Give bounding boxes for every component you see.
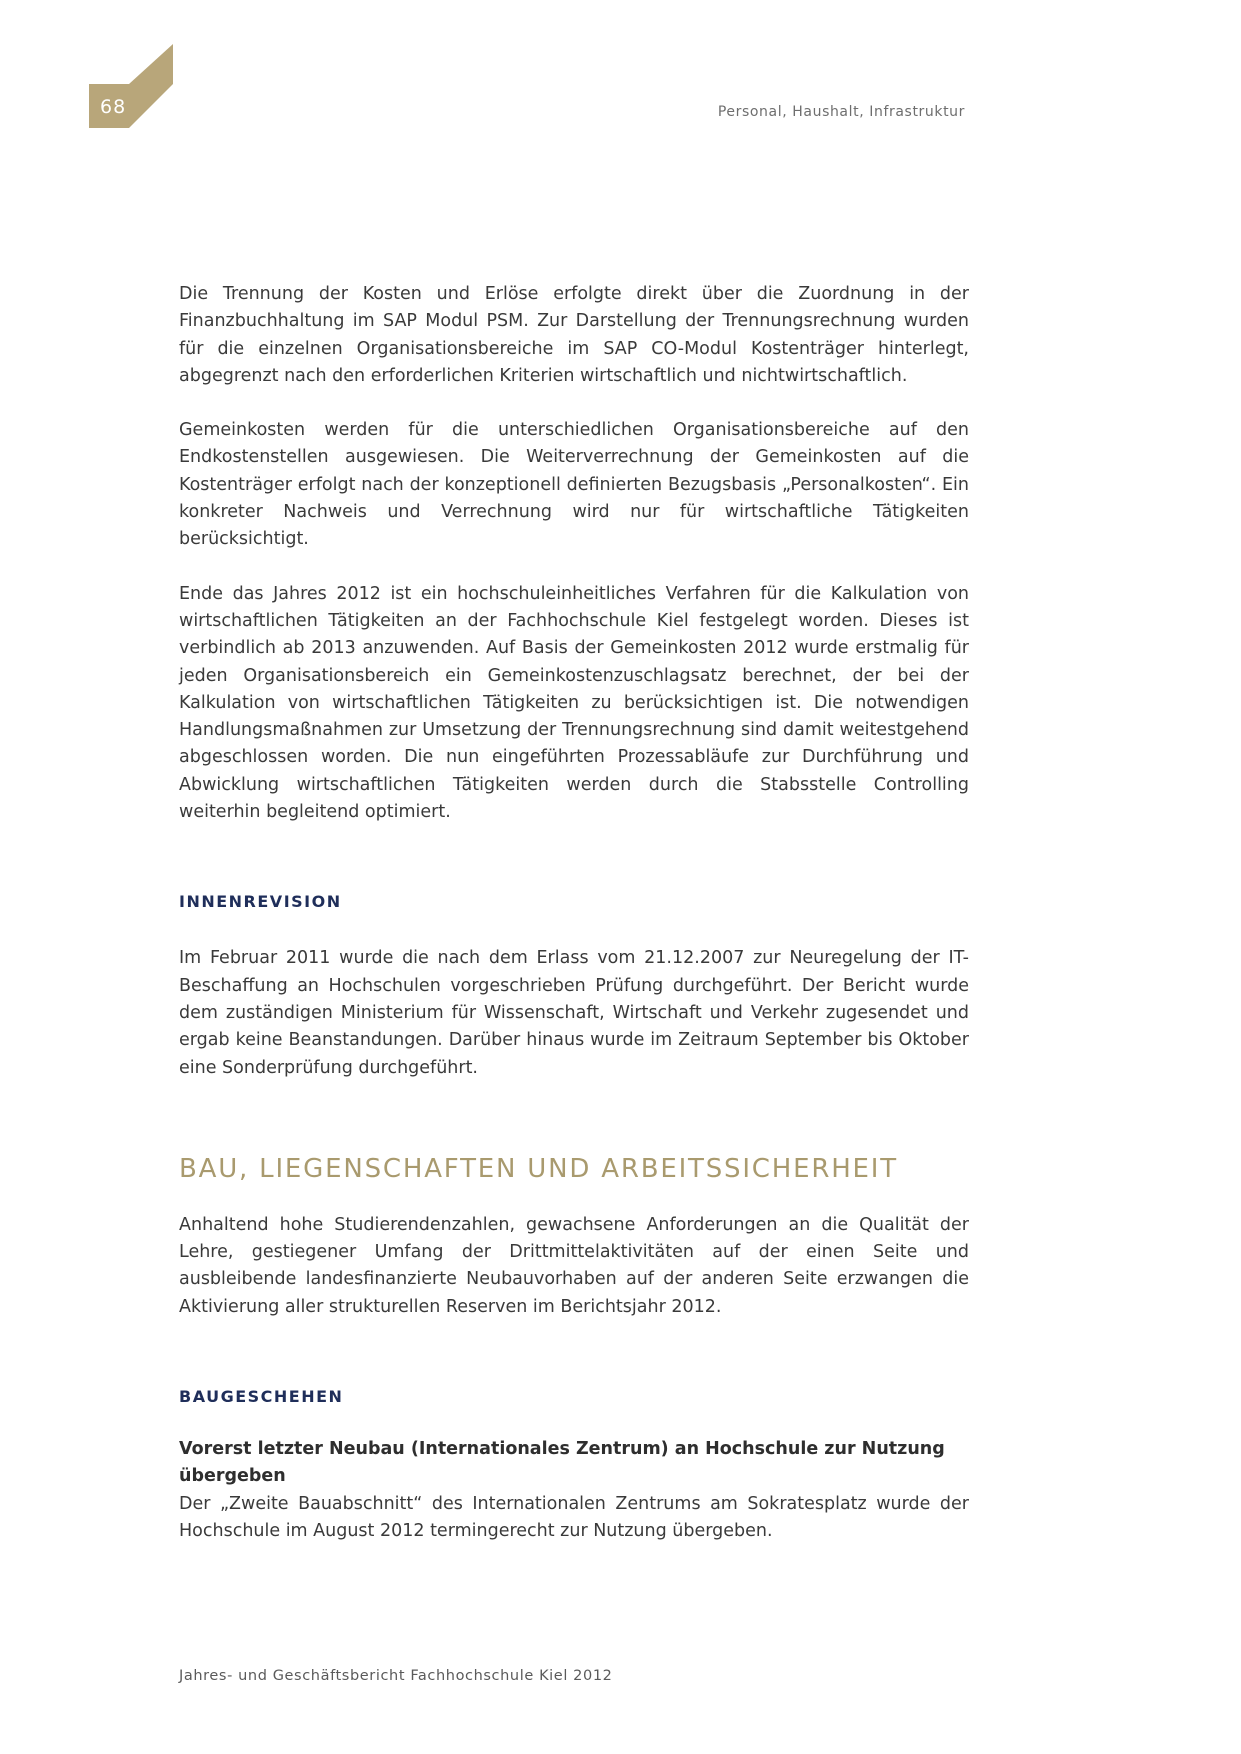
- page-number: 68: [100, 96, 127, 118]
- paragraph-innenrevision: Im Februar 2011 wurde die nach dem Erlass vom 21.12.2007 zur Neuregelung der IT-Beschaffung an Hochschulen vorgeschrieben Prüfung durchgeführt. Der Bericht wurde dem zuständigen Ministerium für Wissenschaft, Wirtschaft und Verkehr zugesendet und ergab keine Beanstandungen. Darüber hinaus wurde im Zeitraum September bis Oktober eine Sonderprüfung durchgeführt.: [179, 948, 969, 1078]
- paragraph-bauabschnitt: Der „Zweite Bauabschnitt“ des Internationalen Zentrums am Sokratesplatz wurde der Hochschule im August 2012 termingerecht zur Nutzung übergeben.: [179, 1493, 969, 1541]
- main-content: [179, 281, 969, 1545]
- lead-neubau: Vorerst letzter Neubau (Internationales Zentrum) an Hochschule zur Nutzung übergeben: [179, 1439, 945, 1487]
- paragraph-gemeinkosten: Gemeinkosten werden für die unterschiedlichen Organisationsbereiche auf den Endkostenstellen ausgewiesen. Die Weiterverrechnung der Gemeinkosten auf die Kostenträger erfolgt nach der konzeptionell definierten Bezugsbasis „Personalkosten“. Ein konkreter Nachweis und Verrechnung wird nur für wirtschaftliche Tätigkeiten berücksichtigt.: [179, 420, 969, 550]
- subheading-innenrevision: INNENREVISION: [179, 892, 342, 912]
- paragraph-kalkulation: Ende das Jahres 2012 ist ein hochschuleinheitliches Verfahren für die Kalkulation von wirtschaftlichen Tätigkeiten an der Fachhochschule Kiel festgelegt worden. Dieses ist verbindlich ab 2013 anzuwenden. Auf Basis der Gemeinkosten 2012 wurde erstmalig für jeden Organisationsbereich ein Gemeinkostenzuschlagsatz berechnet, der bei der Kalkulation von wirtschaftlichen Tätigkeiten zu berücksichtigen ist. Die notwendigen Handlungsmaßnahmen zur Umsetzung der Trennungsrechnung sind damit weitestgehend abgeschlossen worden. Die nun eingeführten Prozessabläufe zur Durchführung und Abwicklung wirtschaftlichen Tätigkeiten werden durch die Stabsstelle Controlling weiterhin begleitend optimiert.: [179, 583, 969, 823]
- subheading-baugeschehen: BAUGESCHEHEN: [179, 1387, 344, 1407]
- paragraph-trennung: Die Trennung der Kosten und Erlöse erfolgte direkt über die Zuordnung in der Finanzbuchhaltung im SAP Modul PSM. Zur Darstellung der Trennungsrechnung wurden für die einzelnen Organisationsbereiche im SAP CO-Modul Kostenträger hinterlegt, abgegrenzt nach den erforderlichen Kriterien wirtschaftlich und nichtwirtschaftlich.: [179, 284, 969, 386]
- section-title: BAU, LIEGENSCHAFTEN UND ARBEITSSICHERHEIT: [179, 1153, 898, 1184]
- running-head: Personal, Haushalt, Infrastruktur: [717, 104, 965, 120]
- footer: Jahres- und Geschäftsbericht Fachhochschule Kiel 2012: [179, 1668, 613, 1684]
- paragraph-bau: Anhaltend hohe Studierendenzahlen, gewachsene Anforderungen an die Qualität der Lehre, gestiegener Umfang der Drittmittelaktivitäten auf der einen Seite und ausbleibende landesfinanzierte Neubauvorhaben auf der anderen Seite erzwangen die Aktivierung aller strukturellen Reserven im Berichtsjahr 2012.: [179, 1214, 969, 1317]
